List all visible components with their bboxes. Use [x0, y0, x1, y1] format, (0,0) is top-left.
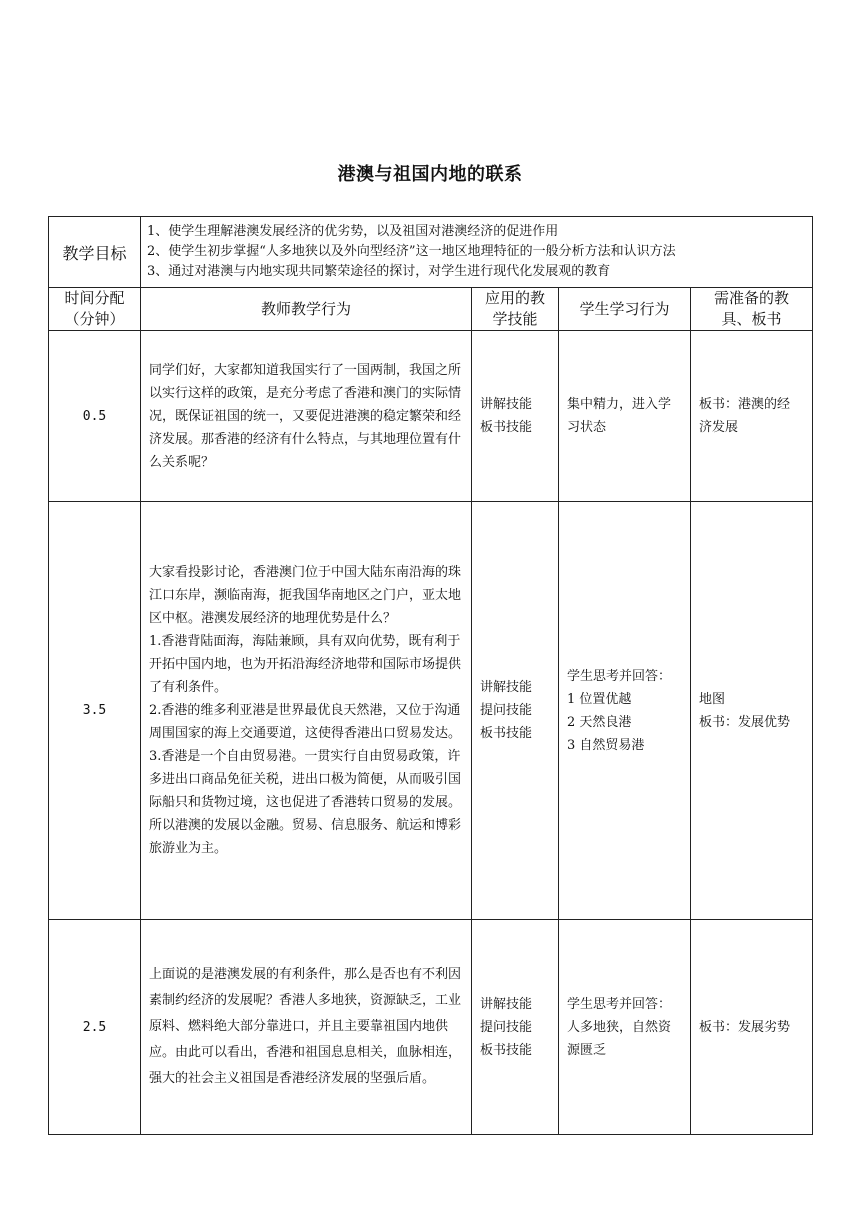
header-teacher: 教师教学行为 — [141, 288, 472, 331]
goal-item: 3、通过对港澳与内地实现共同繁荣途径的探讨，对学生进行现代化发展观的教育 — [147, 264, 611, 279]
teacher-cell: 同学们好，大家都知道我国实行了一国两制，我国之所以实行这样的政策，是充分考虑了香港和澳门的实际情况，既保证祖国的统一，又要促进港澳的稳定繁荣和经济发展。那香港的经济有什么特点，与其地理位置有什么关系呢？ — [141, 331, 472, 502]
tools-cell: 地图 板书：发展优势 — [691, 502, 813, 920]
student-cell: 集中精力，进入学 习状态 — [559, 331, 691, 502]
page-title: 港澳与祖国内地的联系 — [337, 164, 523, 185]
teacher-cell: 上面说的是港澳发展的有利条件，那么是否也有不利因素制约经济的发展呢？香港人多地狭，资源缺乏，工业原料、燃料绝大部分靠进口，并且主要靠祖国内地供应。由此可以看出，香港和祖国息息相关，血脉相连，强大的社会主义祖国是香港经济发展的坚强后盾。 — [141, 920, 472, 1135]
student-cell: 学生思考并回答： 1 位置优越 2 天然良港 3 自然贸易港 — [559, 502, 691, 920]
goal-item: 1、使学生理解港澳发展经济的优劣势，以及祖国对港澳经济的促进作用 — [147, 224, 559, 239]
table-row — [49, 331, 813, 502]
skills-cell: 讲解技能 提问技能 板书技能 — [472, 502, 559, 920]
table-row — [49, 920, 813, 1135]
tools-cell: 板书：发展劣势 — [691, 920, 813, 1135]
student-cell: 学生思考并回答： 人多地狭，自然资 源匮乏 — [559, 920, 691, 1135]
header-row — [49, 288, 813, 331]
header-tools: 需准备的教 具、板书 — [691, 288, 813, 331]
lesson-plan-table — [48, 216, 813, 1135]
time-cell: 3.5 — [49, 502, 141, 920]
table-row — [49, 502, 813, 920]
goal-item: 2、使学生初步掌握“人多地狭以及外向型经济”这一地区地理特征的一般分析方法和认识方法 — [147, 244, 676, 259]
skills-cell: 讲解技能 板书技能 — [472, 331, 559, 502]
header-time: 时间分配 （分钟） — [49, 288, 141, 331]
teacher-cell: 大家看投影讨论，香港澳门位于中国大陆东南沿海的珠江口东岸，濒临南海，扼我国华南地区之门户，亚太地区中枢。港澳发展经济的地理优势是什么？ 1.香港背陆面海，海陆兼顾，具有双向优势，既有利于开拓中国内地，也为开拓沿海经济地带和国际市场提供了有利条件。 2.香港的维多利亚港是世界最优良天然港，又位于沟通周围国家的海上交通要道，这使得香港出口贸易发达。 3.香港是一个自由贸易港。一贯实行自由贸易政策，许多进出口商品免征关税，进出口极为简便，从而吸引国际船只和货物过境，这也促进了香港转口贸易的发展。 所以港澳的发展以金融。贸易、信息服务、航运和博彩旅游业为主。 — [141, 502, 472, 920]
time-cell: 2.5 — [49, 920, 141, 1135]
goals-label: 教学目标 — [49, 217, 141, 288]
goals-list — [141, 217, 813, 288]
header-skills: 应用的教 学技能 — [472, 288, 559, 331]
header-student: 学生学习行为 — [559, 288, 691, 331]
skills-cell: 讲解技能 提问技能 板书技能 — [472, 920, 559, 1135]
goals-row — [49, 217, 813, 288]
time-cell: 0.5 — [49, 331, 141, 502]
tools-cell: 板书：港澳的经 济发展 — [691, 331, 813, 502]
